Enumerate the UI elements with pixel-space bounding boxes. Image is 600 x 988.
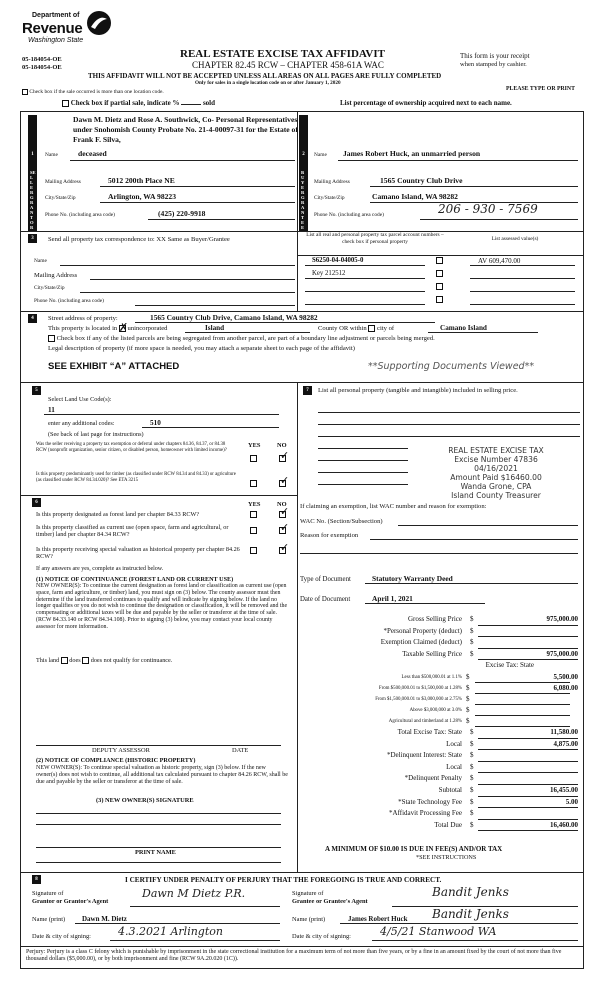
section2-number: 2 [299,150,308,159]
seller-side-label: SELLER GRANTOR [30,170,36,230]
grantor-sig-label-2: Grantor or Grantor's Agent [32,898,109,905]
s6-q2-no[interactable] [279,521,290,534]
print-name: PRINT NAME [135,849,176,856]
grantor-date: 4.3.2021 Arlington [118,925,223,938]
buyer-name: James Robert Huck, an unmarried person [343,149,481,158]
located-row [48,321,168,334]
stamp-line-3: 04/16/2021 [474,464,518,473]
s6-q1-yes[interactable] [250,511,257,518]
this-land-row [36,657,172,664]
seller-phone-label: Phone No. (including area code) [45,212,115,218]
calc-row [300,626,582,638]
calc-dollar-sign: $ [470,739,474,748]
see-instructions: *SEE INSTRUCTIONS [416,854,477,861]
stamp-line-6: Island County Treasurer [451,491,541,500]
new-owner-sig: (3) NEW OWNER(S) SIGNATURE [96,797,194,804]
s5-q2-no-check-icon: ✓ [280,474,290,487]
calc-row [300,705,582,716]
section7-number: 7 [303,386,312,395]
calc-dollar-sign: $ [470,809,474,818]
grantee-name-signature: Bandit Jenks [432,907,509,921]
buyer-mailing: 1565 Country Club Drive [380,176,463,185]
s5-yes: YES [248,442,261,449]
does-not-label: does not qualify for continuance. [90,657,173,664]
doc-type-label: Type of Document [300,576,351,583]
s6-q1-no[interactable] [279,505,290,518]
land-use-select-label: Select Land Use Code(s): [48,396,112,403]
calc-dollar-sign: $ [470,751,474,760]
s6-no: NO [277,501,287,508]
seller-name-label: Name [45,152,58,158]
exhibit-text: SEE EXHIBIT “A” ATTACHED [48,361,180,372]
calc-row [300,750,582,762]
wac-intro: If claiming an exemption, list WAC number and reason for exemption: [300,503,487,510]
calc-row-value: 16,455.00 [550,786,578,794]
city-of-checkbox[interactable] [368,325,375,332]
grantor-name-label: Name (print) [32,916,66,923]
buyer-phone: 206 - 930 - 7569 [438,202,538,216]
calc-row [300,773,582,785]
s6-q1: Is this property designated as forest land per chapter 84.33 RCW? [36,511,200,518]
buyer-city-label: City/State/Zip [314,195,345,201]
multi-location-row [22,89,164,95]
perjury-note: Perjury: Perjury is a class C felony which is punishable by imprisonment in the state correctional institution for a maximum term of not more than five years, or by a fine in an amount fixed by the court of not more than five thousand dollars ($5,000.00), or by both imprisonment and fine (RCW 9A.20.020 (1C)). [26,949,562,963]
section5-number: 5 [32,386,41,395]
legal-note: Legal description of property (if more space is needed, you may attach a separate sheet to each page of the affidavit) [48,345,355,352]
seller-city: Arlington, WA 98223 [108,192,177,201]
dor-logo [22,10,117,48]
street-value: 1565 Country Club Drive, Camano Island, WA 98282 [150,313,318,322]
see-back: (See back of last page for instructions) [48,431,144,438]
calc-row-label: Local [446,762,462,771]
calc-row-label: *Delinquent Penalty [404,774,462,783]
land-use-code: 11 [48,406,55,414]
excise-stamp [412,446,580,500]
calc-row-label: *Personal Property (deduct) [383,626,462,635]
calc-dollar-sign: $ [466,673,470,681]
calc-dollar-sign: $ [470,820,474,829]
calc-row-label: From $500,000.01 to $1,500,000 at 1.28% [378,686,462,691]
warning-line: THIS AFFIDAVIT WILL NOT BE ACCEPTED UNLESS ALL AREAS ON ALL PAGES ARE FULLY COMPLETED [88,72,442,80]
seller-name: Dawn M. Dietz and Rose A. Southwick, Co- Personal Representatives under Snohomish County Probate No. 21-4-00097-31 for the Estate of Frank F. Silva, [73,115,298,144]
notice1-body: NEW OWNER(S): To continue the current designation as forest land or classification as current use (open space, farm and agriculture, or timber) land, you must sign on (3) below. The county assessor must then determine if the land transferred continues to qualify and will indicate by signing below. If the land no longer qualifies or you do not wish to continue the designation or classification, it will be removed and the compensating or additional taxes will be due and payable by the seller or transferor at the time of sale. (RCW 84.33.140 or RCW 84.34.108). Prior to signing (3) below, you may contact your local county assessor for more information. [36,583,288,630]
multi-location-label: Check box if the sale occurred is more than one location code. [29,89,164,96]
deputy-assessor: DEPUTY ASSESSOR [92,747,150,754]
calc-row [300,694,582,705]
does-label: does [69,657,81,664]
personal-property-label: List all personal property (tangible and intangible) included in selling price. [318,387,518,394]
s5-q1-no[interactable] [279,449,290,462]
parcel-4-checkbox[interactable] [436,296,443,303]
logo-state: Washington State [28,37,84,44]
calc-row [300,716,582,727]
seller-phone: (425) 220-9918 [158,209,206,218]
s6-q2-no-check-icon: ✓ [280,521,290,534]
deputy-date: DATE [232,747,249,754]
s5-q1-no-check-icon: ✓ [280,449,290,462]
county-row [318,325,394,333]
corr-phone-label: Phone No. (including area code) [34,298,104,304]
s5-q1-yes[interactable] [250,455,257,462]
section1-number: 1 [28,150,37,159]
calc-row [300,637,582,649]
land-does-not-checkbox[interactable] [82,657,89,664]
section6-number: 6 [32,498,41,507]
receipt-note-1: This form is your receipt [460,52,530,60]
corr-city-label: City/State/Zip [34,285,65,291]
section8-number: 8 [32,875,41,884]
unincorporated-value: Island [205,324,225,332]
city-of-label: city of [377,325,395,333]
grantee-date: 4/5/21 Stanwood WA [380,925,497,938]
s6-q3-no[interactable] [279,541,290,554]
stamp-line-5: Wanda Grone, CPA [460,482,532,491]
calc-row-label: *Affidavit Processing Fee [389,809,462,818]
calc-row-label: *State Technology Fee [398,797,462,806]
segregated-row [48,335,435,343]
section4-number: 4 [28,314,37,323]
s6-q3: Is this property receiving special valuation as historical property per chapter 84.26 RCW? [36,546,240,560]
calc-row [300,683,582,694]
calc-row [300,808,582,820]
calc-row-label: Exemption Claimed (deduct) [380,638,462,647]
logo-dept: Department of [32,12,80,19]
calc-row [300,660,582,672]
land-does-checkbox[interactable] [61,657,68,664]
buyer-mailing-label: Mailing Address [314,179,350,185]
calc-dollar-sign: $ [466,717,470,725]
calc-row-label: Above $3,000,000 at 3.0% [409,708,462,713]
seller-city-label: City/State/Zip [45,195,76,201]
calc-row-label: Subtotal [438,786,462,794]
parcel-2: Key 212512 [312,270,346,277]
calc-row [300,727,582,739]
calc-row-label: Total Due [434,820,462,829]
calc-dollar-sign: $ [470,797,474,806]
parcel-2-checkbox[interactable] [436,270,443,277]
calc-row [300,614,582,626]
grantor-signature: Dawn M Dietz P.R. [142,887,246,900]
notice2-title: (2) NOTICE OF COMPLIANCE (HISTORIC PROPERTY) [36,757,196,764]
section3-label: Send all property tax correspondence to: XX Same as Buyer/Grantee [48,236,230,243]
unincorporated-check-icon: ✗ [118,321,129,334]
logo-revenue: Revenue [22,20,83,37]
parcel-3-checkbox[interactable] [436,283,443,290]
stamp-line-4: Amount Paid $16460.00 [450,473,542,482]
calc-row-value: 5,500.00 [553,673,578,681]
s6-yes: YES [248,501,261,508]
s5-q2: Is this property predominantly used for timber (as classified under RCW 84.34 and 84.33) or agriculture (as classified under RCW 84.34.020)? See ETA 3215 [36,472,236,484]
calc-row-value: 6,080.00 [553,684,578,692]
form-title: REAL ESTATE EXCISE TAX AFFIDAVIT [180,48,385,60]
s5-no: NO [277,442,287,449]
buyer-side-label: BUYER GRANTEE [301,170,305,230]
grantor-sig-label-1: Signature of [32,890,64,897]
segregated-checkbox[interactable] [48,335,55,342]
county-label: County OR within [318,325,367,333]
stamp-line-2: Excise Number 47836 [454,455,538,464]
parcel-1-checkbox[interactable] [436,257,443,264]
parcel-1: S6250-04-04005-0 [312,257,364,264]
logo-mark-icon [86,10,112,36]
calc-row [300,762,582,774]
calc-row-label: Taxable Selling Price [402,649,462,658]
form-subtitle: CHAPTER 82.45 RCW – CHAPTER 458-61A WAC [192,60,384,70]
calc-dollar-sign: $ [470,615,474,623]
calc-row-value: 5.00 [565,797,578,806]
calc-row [300,797,582,809]
calc-row [300,739,582,751]
city-value: Camano Island [440,324,487,332]
assessed-1: AV 609,470.00 [478,257,521,265]
calc-dollar-sign: $ [466,695,470,703]
grantee-name: James Robert Huck [348,915,408,923]
s5-q2-yes[interactable] [250,480,257,487]
s6-q3-no-check-icon: ✓ [280,541,290,554]
grantee-signature: Bandit Jenks [432,885,509,899]
calc-dollar-sign: $ [470,774,474,783]
seller-name-tail: deceased [78,149,107,158]
reason-label: Reason for exemption [300,532,359,539]
minimum-note: A MINIMUM OF $10.00 IS DUE IN FEE(S) AND/OR TAX [325,845,503,853]
unincorporated-checkbox[interactable] [118,321,129,334]
seller-mailing: 5012 200th Place NE [108,176,175,185]
calc-dollar-sign: $ [470,638,474,647]
calc-row [300,785,582,797]
calc-dollar-sign: $ [466,706,470,714]
section3-number: 3 [28,234,37,243]
buyer-name-label: Name [314,152,327,158]
receipt-note-2: when stamped by cashier. [460,61,527,68]
calc-row-label: Total Excise Tax: State [397,728,462,736]
calc-dollar-sign: $ [470,786,474,794]
form-code-1: 05-184054-OE [22,56,62,63]
street-label: Street address of property: [48,315,118,322]
s6-if-yes: If any answers are yes, complete as instructed below. [36,566,164,572]
calc-row-label: Less than $500,000.01 at 1.1% [401,675,462,680]
additional-codes-label: enter any additional codes: [48,420,115,427]
grantee-name-label: Name (print) [292,916,326,923]
doc-type: Statutory Warranty Deed [372,574,453,583]
sold-label: sold [202,99,216,107]
calc-row-value: 11,580.00 [550,728,578,736]
calc-row-label: From $1,500,000.01 to $3,000,000 at 2.75% [375,697,462,702]
grantee-sig-label-1: Signature of [292,890,324,897]
s6-q3-yes[interactable] [250,547,257,554]
located-label: This property is located in [48,325,118,333]
please-type: PLEASE TYPE OR PRINT [506,86,575,92]
calc-row [300,672,582,683]
calc-row-label: Gross Selling Price [407,615,462,623]
corr-mailing-label: Mailing Address [34,272,78,279]
calc-row-value: 16,460.00 [550,820,578,829]
unincorporated-label: unincorporated [127,325,168,333]
buyer-city: Camano Island, WA 98282 [372,192,458,201]
additional-codes: 510 [150,419,161,427]
multi-location-checkbox[interactable] [22,89,28,95]
s6-q2: Is this property classified as current use (open space, farm and agricultural, or timber) land per chapter 84.34 RCW? [36,524,229,538]
wac-label: WAC No. (Section/Subsection) [300,518,383,525]
s6-q2-yes[interactable] [250,527,257,534]
partial-sale-label: Check box if partial sale, indicate % [70,99,180,107]
calc-dollar-sign: $ [470,762,474,771]
calc-row-value: 975,000.00 [546,649,578,658]
calc-row [300,820,582,832]
supporting-stamp: **Supporting Documents Viewed** [368,361,535,372]
ownership-note: List percentage of ownership acquired next to each name. [340,99,512,107]
calc-dollar-sign: $ [470,649,474,658]
notice2-body: NEW OWNER(S): To continue special valuation as historic property, sign (3) below. If the new owner(s) does not wish to continue, all additional tax calculated pursuant to chapter 84.26 RCW, shall be due and payable by the seller or transferor at the time of sale. [36,765,288,785]
partial-sale-checkbox[interactable] [62,100,69,107]
doc-date-label: Date of Document [300,596,351,603]
grantee-date-label: Date & city of signing: [292,933,351,940]
calc-dollar-sign: $ [470,626,474,635]
s6-q1-no-check-icon: ✓ [280,505,290,518]
calc-row-value: 975,000.00 [546,615,578,623]
this-land-label: This land [36,657,60,664]
grantor-name: Dawn M. Dietz [82,915,127,923]
only-for-line: Only for sales in a single location code on or after January 1, 2020 [195,80,341,86]
form-code-2: 05-184054-OE [22,64,62,71]
stamp-line-1: REAL ESTATE EXCISE TAX [448,446,544,455]
parcel-header: List all real and personal property tax parcel account numbers – check box if personal property [306,232,444,245]
segregated-label: Check box if any of the listed parcels are being segregated from another parcel, are part of a boundary line adjustment or parcels being merged. [56,335,435,343]
notice1-title: (1) NOTICE OF CONTINUANCE (FOREST LAND OR CURRENT USE) [36,576,234,583]
calc-row-label: Agricultural and timberland at 1.28% [388,719,462,724]
partial-sale-row [62,99,215,107]
buyer-phone-label: Phone No. (including area code) [314,212,384,218]
grantor-date-label: Date & city of signing: [32,933,91,940]
s5-q2-no[interactable] [279,474,290,487]
calc-dollar-sign: $ [470,728,474,736]
seller-mailing-label: Mailing Address [45,179,81,185]
calc-row-label: *Delinquent Interest: State [386,751,462,760]
calc-row-label: Excise Tax: State [485,661,534,670]
assessed-header: List assessed value(s) [491,236,539,242]
calc-row-value: 4,875.00 [553,739,578,748]
calc-row-label: Local [446,739,462,748]
doc-date: April 1, 2021 [372,594,413,603]
calc-row [300,649,582,661]
corr-name-label: Name [34,258,47,264]
s5-q1: Was the seller receiving a property tax exemption or deferral under chapters 84.36, 84.37, or 84.38 RCW (nonprofit organization, senior citizen, or disabled person, homeowner with limited income)? [36,442,227,454]
grantee-sig-label-2: Grantee or Grantee's Agent [292,898,368,905]
calc-dollar-sign: $ [466,684,470,692]
certify-text: I CERTIFY UNDER PENALTY OF PERJURY THAT THE FOREGOING IS TRUE AND CORRECT. [125,876,442,884]
